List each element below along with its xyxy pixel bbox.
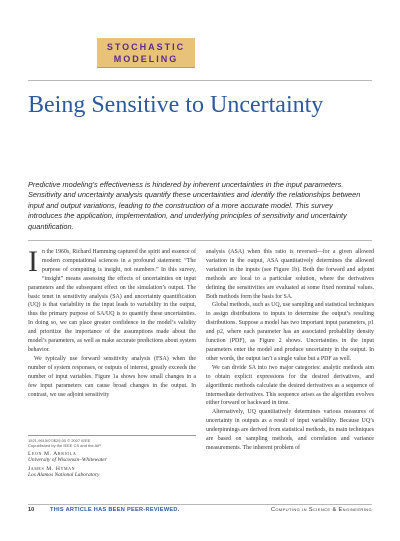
body-column-left <box>28 245 196 399</box>
author-name: James M. Hyman <box>28 466 76 472</box>
abstract-rule <box>28 240 372 241</box>
section-kicker <box>97 38 195 68</box>
kicker-line-2: MODELING <box>113 54 179 64</box>
paragraph: We typically use forward sensitivity analysis (FSA) when the number of system responses, or outputs of interest, greatly exceeds the number of input variables. Figure 1a shows how small changes in a few input parameters can cause broad changes in the output. In contrast, we use adjoint sensitivity <box>28 355 196 398</box>
body-column-right <box>206 248 374 453</box>
paragraph <box>28 245 196 355</box>
copublisher-line: Copublished by the IEEE CS and the AIP <box>28 443 101 448</box>
author-affiliation: University of Wisconsin–Whitewater <box>28 457 107 463</box>
paragraph: Alternatively, UQ quantitatively determines various measures of uncertainty in outputs as a result of input variability. Because UQ’s underpinnings are derived from statistical methods, its main techniques are based on sampling methods, and correlation and variance measurements. The inherent problem of <box>206 409 375 451</box>
copyright-line: 1521-9615/07/$25.00 © 2007 IEEE <box>28 438 91 443</box>
paragraph: Global methods, such as UQ, use sampling and statistical techniques to assign distributions to inputs to determine the output’s resulting distributions. Suppose a model has two important input parameters, p1 and p2, where each parameter has an associated probability density function (PDF), as Figure 2 shows. Uncertainties in the input parameters enter the model and produce uncertainty in the output. In other words, the output isn’t a single value but a PDF as well. <box>206 302 374 362</box>
author-affiliation: Los Alamos National Laboratory <box>28 472 100 478</box>
article-meta <box>28 435 196 478</box>
drop-cap: I <box>28 245 38 278</box>
author-name: Leon M. Arriola <box>28 451 77 457</box>
article-title: Being Sensitive to Uncertainty <box>28 92 324 118</box>
journal-name: Computing in Science & Engineering <box>270 507 372 513</box>
paragraph: analysis (ASA) when this ratio is reversed—for a given allowed variation in the output, ASA quantitatively determines the allowed variation in the inputs (see Figure 1b). Both the forward and adjoint methods are local to a particular solution, where the derivatives defining the sensitivities are evaluated at some fixed nominal values. Both methods form the basis for SA. <box>206 249 374 300</box>
paragraph-text: n the 1960s, Richard Hamming captured the spirit and essence of modern computational sciences in a profound statement: “The purpose of computing is insight, not numbers.” In this survey, “insight” means assessing the effects of uncertainties on input parameters and the subsequent effect on the simulation’s output. The basic tenet in sensitivity analysis (SA) and uncertainty quantification (UQ) is that variability in the input leads to variability in the output, thus the primary purpose of SA/UQ is to quantify these uncertainties. In doing so, we can place greater confidence in the model’s validity and prioritize the importance of the assumptions made about the model’s parameters, as well as make accurate predictions about system behavior. <box>28 249 196 353</box>
kicker-line-1: STOCHASTIC <box>106 42 186 52</box>
paragraph: We can divide SA into two major categories: analytic methods aim to obtain explicit expressions for the desired derivatives, and algorithmic methods calculate the desired derivatives as a sequence of intermediate derivatives. This sequence arises as the algorithm evolves either forward or backward in time. <box>206 364 374 407</box>
header-rule <box>28 80 372 81</box>
abstract: Predictive modeling’s effectiveness is hindered by inherent uncertainties in the input parameters. Sensitivity and uncertainty analysis quantify these uncertainties and identify the relationships between input and output variations, leading to the construction of a more accurate model. This survey introduces the application, implementation, and underlying principles of sensitivity and uncertainty quantification. <box>28 180 361 231</box>
peer-review-notice: THIS ARTICLE HAS BEEN PEER-REVIEWED. <box>50 507 180 513</box>
footer-rule <box>28 504 372 505</box>
page-number: 10 <box>28 507 35 513</box>
